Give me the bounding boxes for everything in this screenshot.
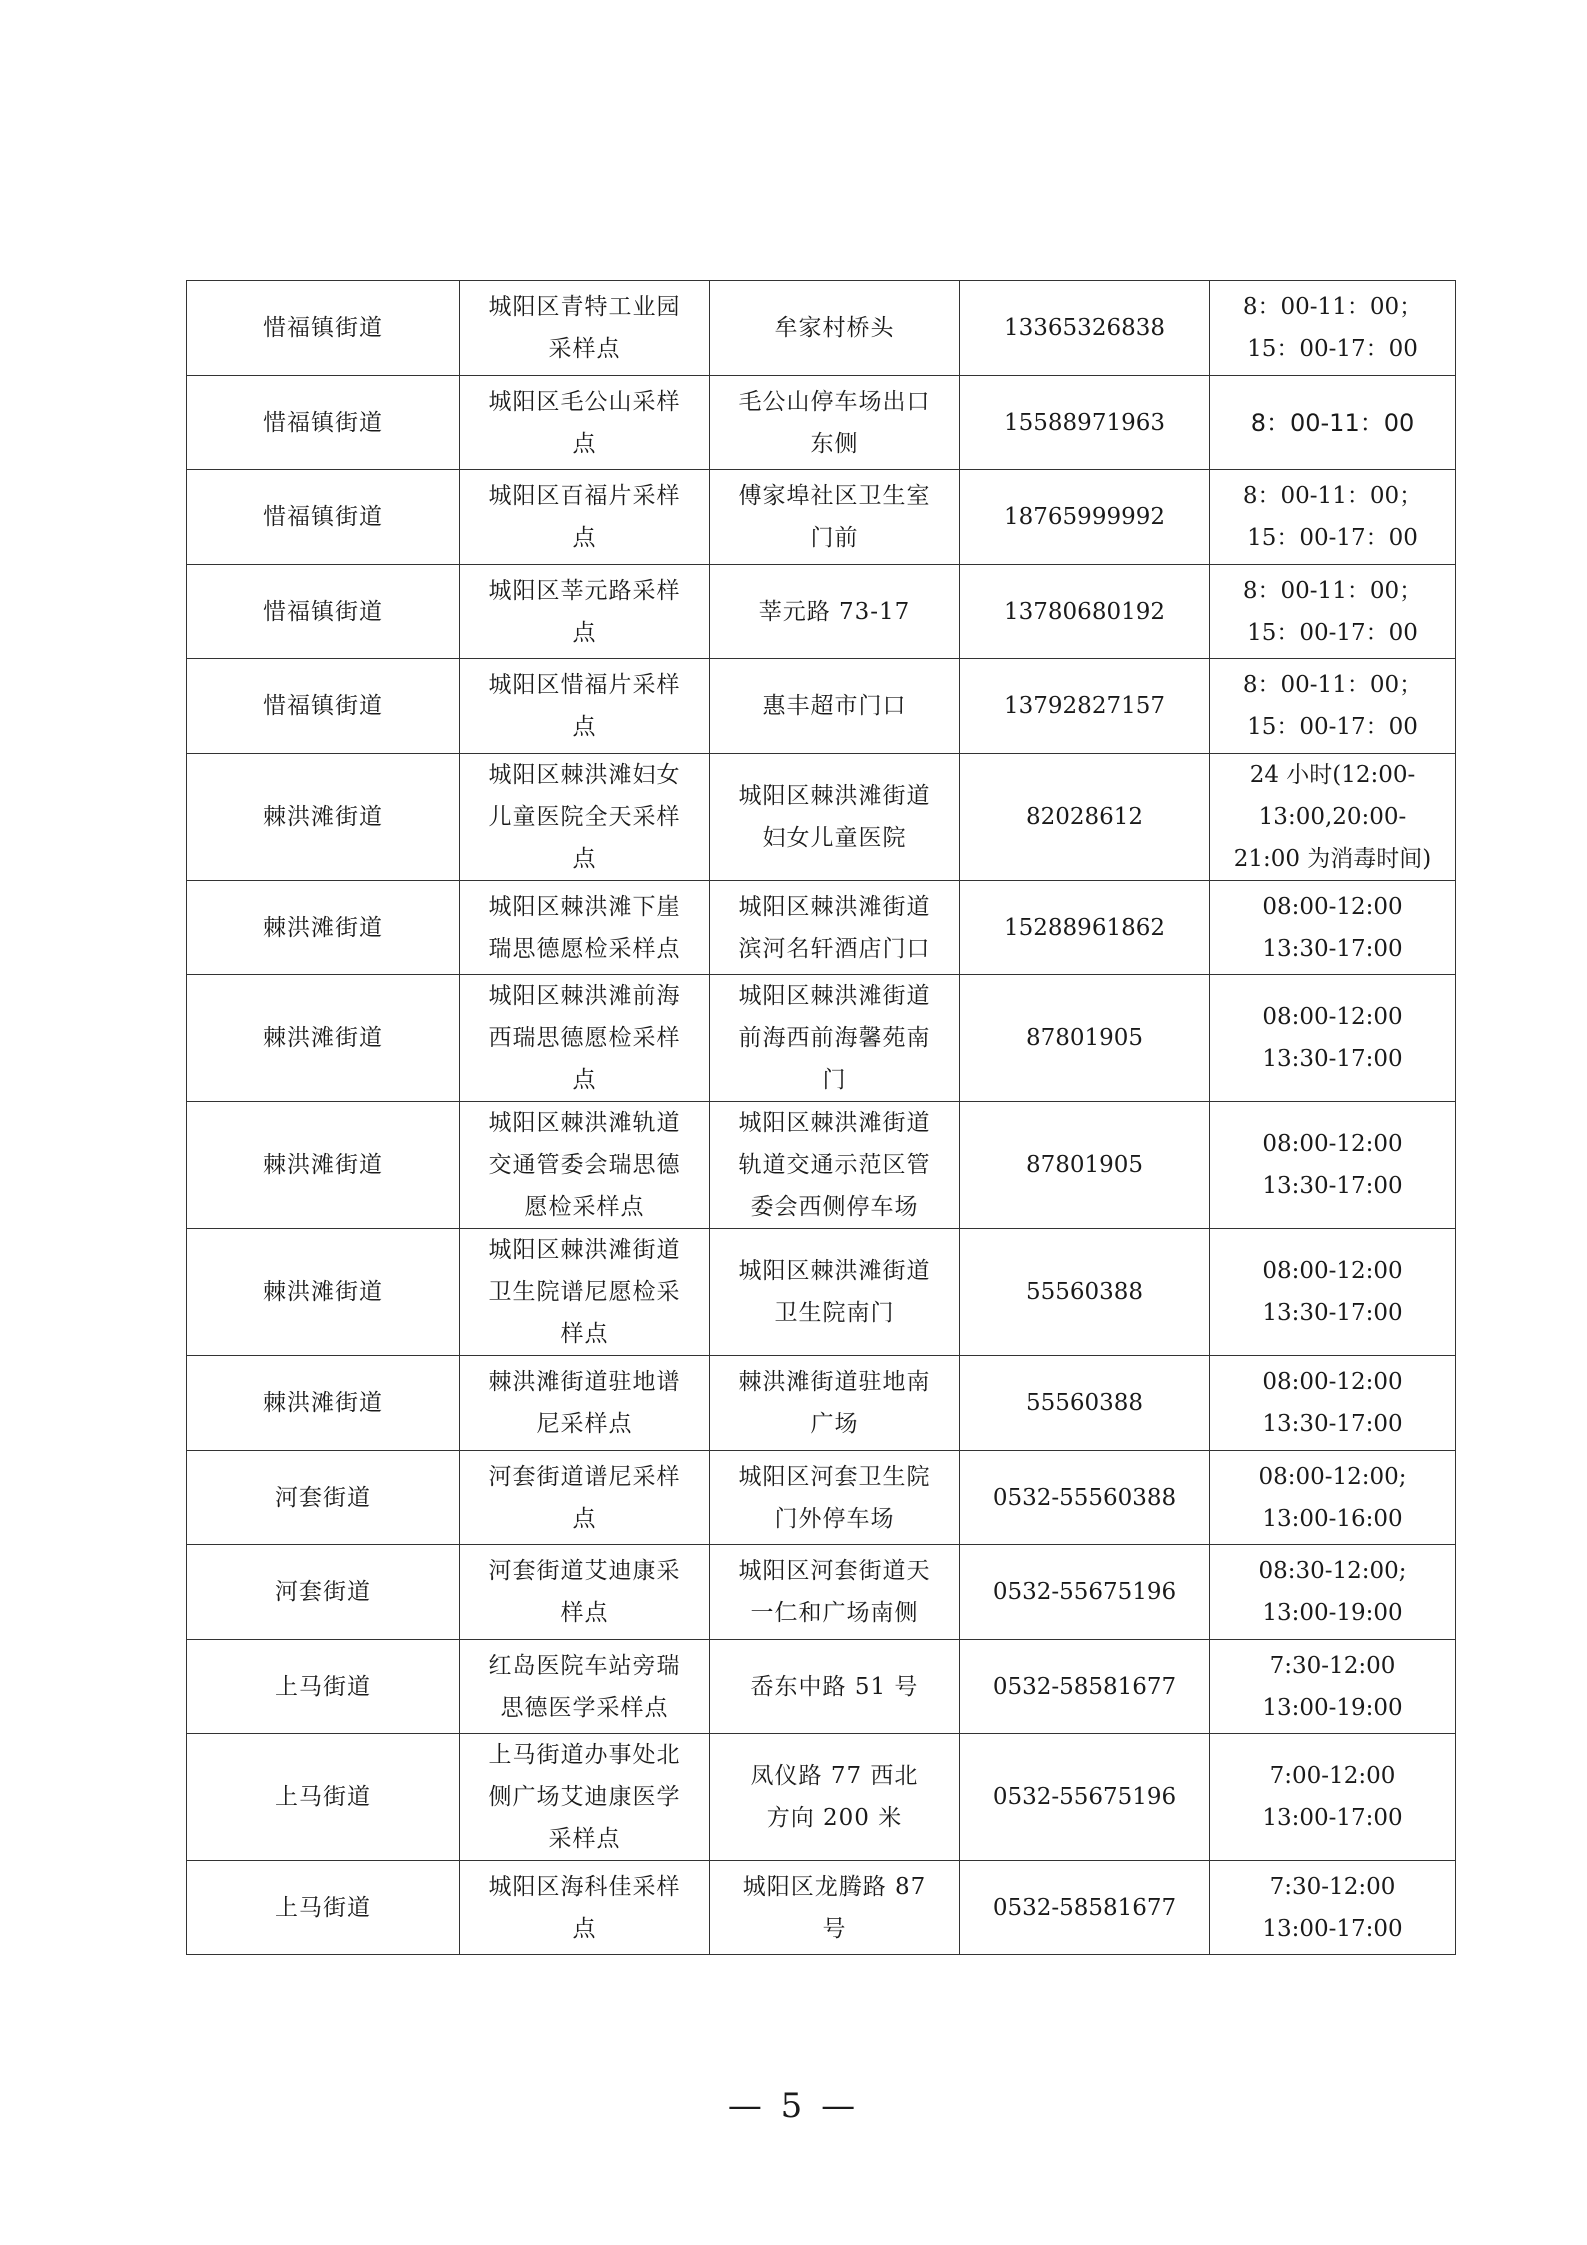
phone-cell: 55560388 [960, 1229, 1210, 1356]
hours-cell: 08:00-12:00 13:30-17:00 [1210, 975, 1456, 1102]
site-cell: 棘洪滩街道驻地谱 尼采样点 [460, 1356, 710, 1451]
address-cell: 城阳区棘洪滩街道 卫生院南门 [710, 1229, 960, 1356]
address-cell: 岙东中路 51 号 [710, 1640, 960, 1734]
phone-cell: 87801905 [960, 975, 1210, 1102]
address-cell: 城阳区龙腾路 87 号 [710, 1861, 960, 1955]
hours-cell: 7:00-12:00 13:00-17:00 [1210, 1734, 1456, 1861]
address-cell: 棘洪滩街道驻地南 广场 [710, 1356, 960, 1451]
site-cell: 城阳区惜福片采样 点 [460, 659, 710, 754]
table-row [187, 1734, 1456, 1861]
hours-cell: 8：00-11：00； 15：00-17：00 [1210, 470, 1456, 565]
phone-cell: 0532-55675196 [960, 1734, 1210, 1861]
site-cell: 城阳区百福片采样 点 [460, 470, 710, 565]
hours-cell: 8：00-11：00； 15：00-17：00 [1210, 565, 1456, 659]
table-row [187, 565, 1456, 659]
phone-cell: 55560388 [960, 1356, 1210, 1451]
address-cell: 城阳区棘洪滩街道 滨河名轩酒店门口 [710, 881, 960, 975]
phone-cell: 87801905 [960, 1102, 1210, 1229]
table-row [187, 1451, 1456, 1545]
sampling-sites-table [186, 280, 1456, 1955]
table-row [187, 1640, 1456, 1734]
table-row [187, 1545, 1456, 1640]
hours-cell: 08:00-12:00 13:30-17:00 [1210, 1229, 1456, 1356]
street-cell: 上马街道 [187, 1640, 460, 1734]
address-cell: 莘元路 73-17 [710, 565, 960, 659]
phone-cell: 15588971963 [960, 376, 1210, 470]
street-cell: 棘洪滩街道 [187, 975, 460, 1102]
address-cell: 傅家埠社区卫生室 门前 [710, 470, 960, 565]
phone-cell: 15288961862 [960, 881, 1210, 975]
table-body [187, 281, 1456, 1955]
address-cell: 凤仪路 77 西北 方向 200 米 [710, 1734, 960, 1861]
site-cell: 上马街道办事处北 侧广场艾迪康医学 采样点 [460, 1734, 710, 1861]
hours-cell: 8：00-11：00 [1210, 376, 1456, 470]
phone-cell: 0532-58581677 [960, 1640, 1210, 1734]
site-cell: 城阳区棘洪滩下崖 瑞思德愿检采样点 [460, 881, 710, 975]
street-cell: 河套街道 [187, 1451, 460, 1545]
hours-cell: 08:00-12:00; 13:00-16:00 [1210, 1451, 1456, 1545]
street-cell: 棘洪滩街道 [187, 1356, 460, 1451]
site-cell: 城阳区海科佳采样 点 [460, 1861, 710, 1955]
site-cell: 城阳区莘元路采样 点 [460, 565, 710, 659]
hours-cell: 8：00-11：00； 15：00-17：00 [1210, 281, 1456, 376]
address-cell: 惠丰超市门口 [710, 659, 960, 754]
address-cell: 牟家村桥头 [710, 281, 960, 376]
street-cell: 惜福镇街道 [187, 376, 460, 470]
table-row [187, 470, 1456, 565]
street-cell: 惜福镇街道 [187, 470, 460, 565]
table-row [187, 1861, 1456, 1955]
site-cell: 城阳区棘洪滩妇女 儿童医院全天采样 点 [460, 754, 710, 881]
hours-cell: 24 小时(12:00- 13:00,20:00- 21:00 为消毒时间) [1210, 754, 1456, 881]
street-cell: 棘洪滩街道 [187, 754, 460, 881]
hours-cell: 08:00-12:00 13:30-17:00 [1210, 1102, 1456, 1229]
site-cell: 城阳区棘洪滩轨道 交通管委会瑞思德 愿检采样点 [460, 1102, 710, 1229]
street-cell: 河套街道 [187, 1545, 460, 1640]
street-cell: 惜福镇街道 [187, 659, 460, 754]
table-row [187, 975, 1456, 1102]
phone-cell: 82028612 [960, 754, 1210, 881]
street-cell: 上马街道 [187, 1861, 460, 1955]
street-cell: 上马街道 [187, 1734, 460, 1861]
table-row [187, 1356, 1456, 1451]
table-row [187, 1102, 1456, 1229]
address-cell: 城阳区棘洪滩街道 轨道交通示范区管 委会西侧停车场 [710, 1102, 960, 1229]
phone-cell: 0532-55560388 [960, 1451, 1210, 1545]
address-cell: 城阳区河套卫生院 门外停车场 [710, 1451, 960, 1545]
table-row [187, 281, 1456, 376]
phone-cell: 0532-58581677 [960, 1861, 1210, 1955]
hours-cell: 7:30-12:00 13:00-17:00 [1210, 1861, 1456, 1955]
street-cell: 棘洪滩街道 [187, 1229, 460, 1356]
site-cell: 河套街道谱尼采样 点 [460, 1451, 710, 1545]
street-cell: 棘洪滩街道 [187, 1102, 460, 1229]
site-cell: 河套街道艾迪康采 样点 [460, 1545, 710, 1640]
street-cell: 惜福镇街道 [187, 281, 460, 376]
address-cell: 毛公山停车场出口 东侧 [710, 376, 960, 470]
site-cell: 城阳区棘洪滩前海 西瑞思德愿检采样 点 [460, 975, 710, 1102]
phone-cell: 13780680192 [960, 565, 1210, 659]
street-cell: 棘洪滩街道 [187, 881, 460, 975]
table-row [187, 1229, 1456, 1356]
address-cell: 城阳区棘洪滩街道 前海西前海馨苑南 门 [710, 975, 960, 1102]
address-cell: 城阳区河套街道天 一仁和广场南侧 [710, 1545, 960, 1640]
phone-cell: 18765999992 [960, 470, 1210, 565]
address-cell: 城阳区棘洪滩街道 妇女儿童医院 [710, 754, 960, 881]
table-row [187, 376, 1456, 470]
hours-cell: 08:30-12:00; 13:00-19:00 [1210, 1545, 1456, 1640]
site-cell: 城阳区青特工业园 采样点 [460, 281, 710, 376]
hours-cell: 7:30-12:00 13:00-19:00 [1210, 1640, 1456, 1734]
page-number: — 5 — [727, 2086, 860, 2126]
phone-cell: 13792827157 [960, 659, 1210, 754]
hours-cell: 08:00-12:00 13:30-17:00 [1210, 881, 1456, 975]
hours-cell: 8：00-11：00； 15：00-17：00 [1210, 659, 1456, 754]
site-cell: 城阳区棘洪滩街道 卫生院谱尼愿检采 样点 [460, 1229, 710, 1356]
table-row [187, 754, 1456, 881]
phone-cell: 0532-55675196 [960, 1545, 1210, 1640]
table-row [187, 659, 1456, 754]
hours-cell: 08:00-12:00 13:30-17:00 [1210, 1356, 1456, 1451]
site-cell: 城阳区毛公山采样 点 [460, 376, 710, 470]
table-row [187, 881, 1456, 975]
site-cell: 红岛医院车站旁瑞 思德医学采样点 [460, 1640, 710, 1734]
phone-cell: 13365326838 [960, 281, 1210, 376]
street-cell: 惜福镇街道 [187, 565, 460, 659]
